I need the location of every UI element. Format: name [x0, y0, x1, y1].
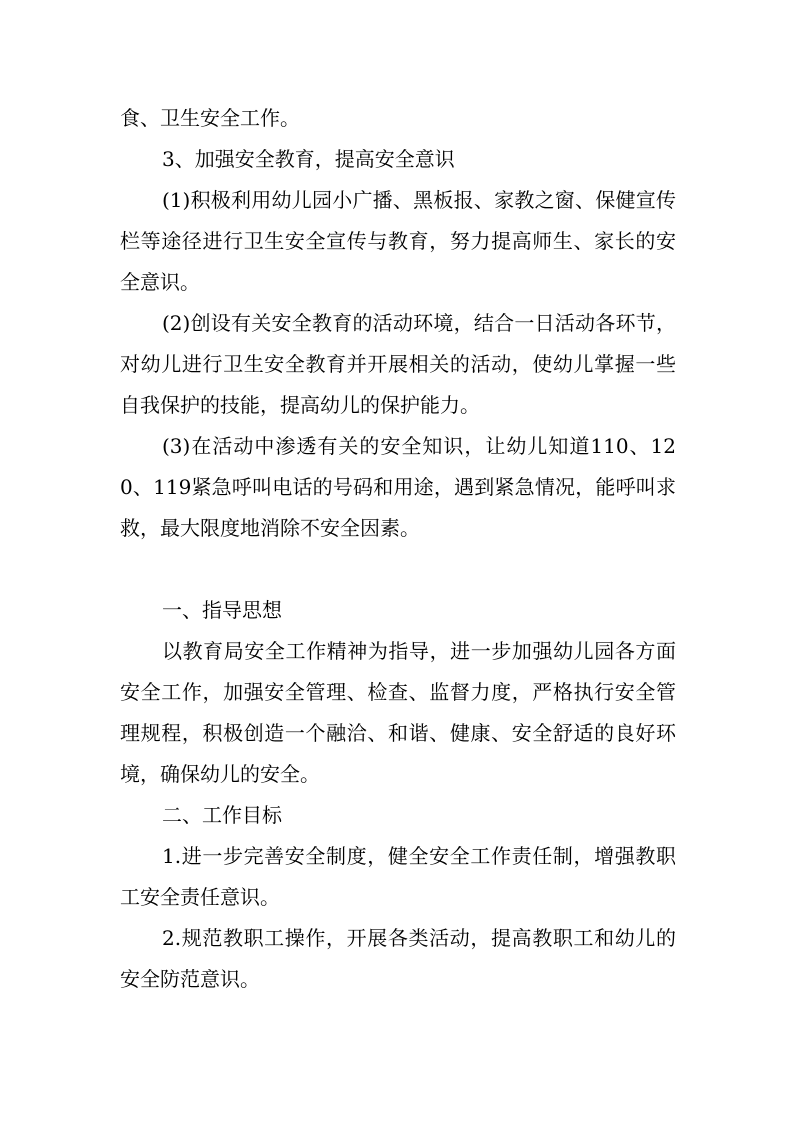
section-heading: 二、工作目标: [162, 803, 282, 827]
paragraph: 2.规范教职工操作，开展各类活动，提高教职工和幼儿的安全防范意识。: [120, 926, 676, 991]
section-heading: 3、加强安全教育，提高安全意识: [162, 147, 455, 171]
document-body: [120, 98, 676, 1000]
paragraph: (2)创设有关安全教育的活动环境，结合一日活动各环节，对幼儿进行卫生安全教育并开展相关的活动，使幼儿掌握一些自我保护的技能，提高幼儿的保护能力。: [120, 311, 676, 417]
paragraph: 1.进一步完善安全制度，健全安全工作责任制，增强教职工安全责任意识。: [120, 844, 676, 909]
paragraph: 食、卫生安全工作。: [120, 106, 300, 130]
paragraph: (3)在活动中渗透有关的安全知识，让幼儿知道110、120、119紧急呼叫电话的号码和用途，遇到紧急情况，能呼叫求救，最大限度地消除不安全因素。: [120, 434, 676, 540]
section-gap: [120, 549, 676, 590]
section-heading: 一、指导思想: [162, 598, 282, 622]
paragraph: (1)积极利用幼儿园小广播、黑板报、家教之窗、保健宣传栏等途径进行卫生安全宣传与教育，努力提高师生、家长的安全意识。: [120, 188, 676, 294]
paragraph: 以教育局安全工作精神为指导，进一步加强幼儿园各方面安全工作，加强安全管理、检查、监督力度，严格执行安全管理规程，积极创造一个融洽、和谐、健康、安全舒适的良好环境，确保幼儿的安全。: [120, 639, 676, 786]
